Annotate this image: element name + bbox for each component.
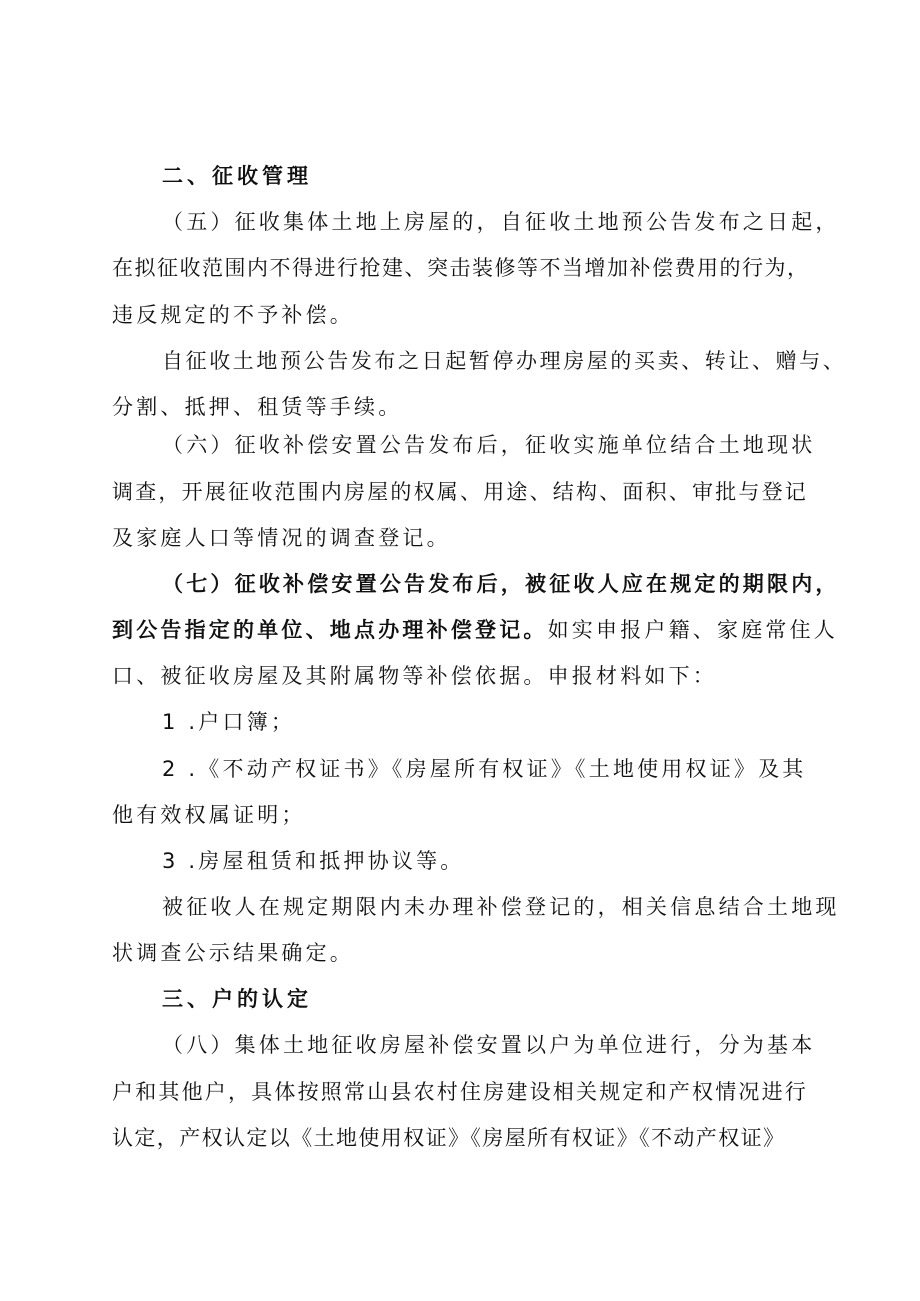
paragraph-7-line-1: （七）征收补偿安置公告发布后，被征收人应在规定的期限内， (162, 572, 840, 596)
paragraph-5-line-3: 违反规定的不予补偿。 (112, 303, 354, 327)
paragraph-6-line-1: （六）征收补偿安置公告发布后，征收实施单位结合土地现状 (162, 433, 816, 457)
paragraph-7b-line-2: 状调查公示结果确定。 (112, 941, 354, 965)
paragraph-5b-line-1: 自征收土地预公告发布之日起暂停办理房屋的买卖、转让、赠与、 (162, 349, 847, 373)
section-heading-household-determination: 三、户的认定 (162, 987, 312, 1011)
section-heading-collection-management: 二、征收管理 (162, 164, 312, 188)
list-item-2-line-1: 2 .《不动产权证书》《房屋所有权证》《土地使用权证》及其 (162, 757, 807, 781)
paragraph-8-line-1: （八）集体土地征收房屋补偿安置以户为单位进行，分为基本 (162, 1033, 816, 1057)
paragraph-8-line-2: 户和其他户，具体按照常山县农村住房建设相关规定和产权情况进行 (112, 1080, 808, 1104)
list-item-3: 3 .房屋租赁和抵押协议等。 (162, 849, 465, 873)
list-item-1: 1 .户口簿； (162, 710, 296, 734)
paragraph-7b-line-1: 被征收人在规定期限内未办理补偿登记的，相关信息结合土地现 (162, 895, 840, 919)
paragraph-5-line-2: 在拟征收范围内不得进行抢建、突击装修等不当增加补偿费用的行为， (112, 256, 810, 280)
paragraph-7-line-3: 口、被征收房屋及其附属物等补偿依据。申报材料如下： (112, 664, 717, 688)
paragraph-6-line-3: 及家庭人口等情况的调查登记。 (112, 526, 451, 550)
paragraph-7-line-2-rest: 如实申报户籍、家庭常住人 (547, 618, 839, 642)
list-item-2-line-2: 他有效权属证明； (112, 803, 306, 827)
paragraph-6-line-2: 调查，开展征收范围内房屋的权属、用途、结构、面积、审批与登记 (112, 480, 808, 504)
paragraph-8-line-3: 认定，产权认定以《土地使用权证》《房屋所有权证》《不动产权证》 (112, 1126, 786, 1150)
paragraph-7-line-2-bold: 到公告指定的单位、地点办理补偿登记。 (112, 618, 548, 642)
paragraph-7-line-2 (112, 615, 838, 645)
paragraph-5b-line-2: 分割、抵押、租赁等手续。 (112, 395, 403, 419)
paragraph-5-line-1: （五）征收集体土地上房屋的，自征收土地预公告发布之日起， (162, 210, 840, 234)
